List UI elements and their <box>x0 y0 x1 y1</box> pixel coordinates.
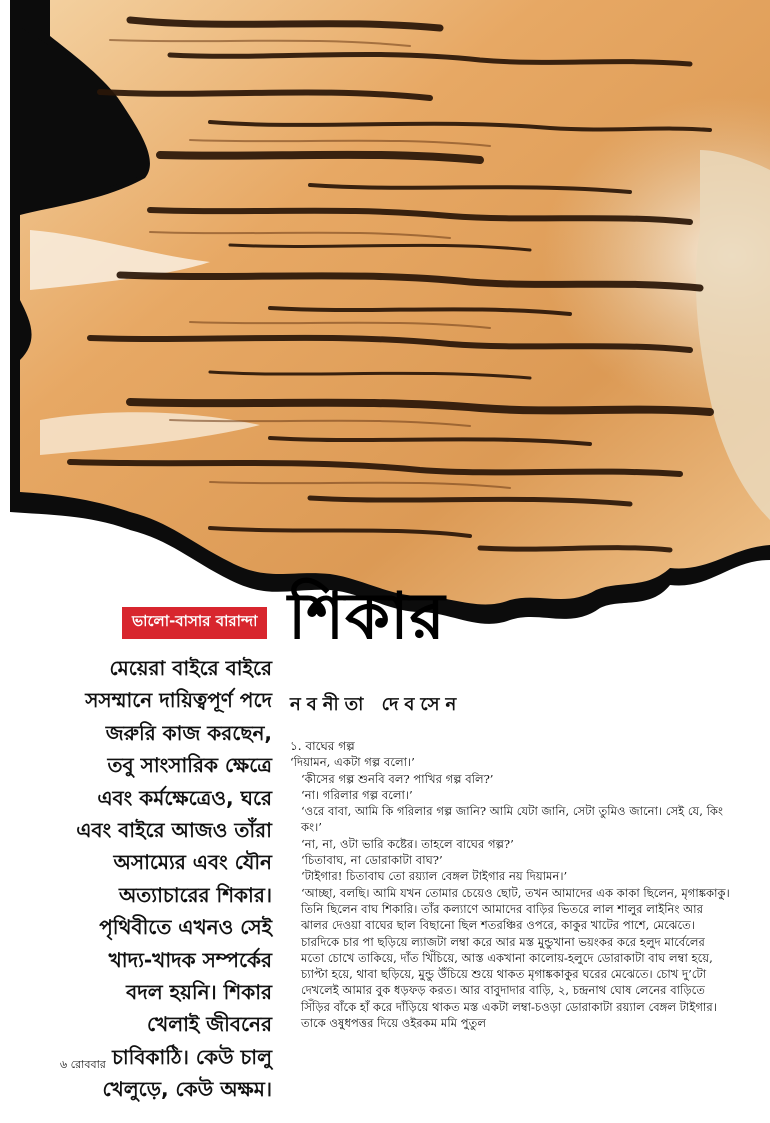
pull-quote-line: অসাম্যের এবং যৌন <box>113 850 272 875</box>
pull-quote-line: খেলাই জীবনের <box>146 1012 272 1037</box>
pull-quote-line: মেয়েরা বাইরে বাইরে <box>109 656 272 680</box>
paragraph: ‘ওরে বাবা, আমি কি গরিলার গল্প জানি? আমি যেটা জানি, সেটা তুমিও জানো। সেই যে, কিং কং।’ <box>301 804 724 835</box>
pull-quote-line: সসম্মানে দায়িত্বপূর্ণ পদে <box>85 688 272 713</box>
page-folio: ৬ রোববার <box>60 1058 106 1071</box>
article-title: শিকার <box>288 580 446 654</box>
author-byline: নবনীতা দেবসেন <box>290 694 463 715</box>
article-body <box>290 738 730 1031</box>
paragraph: ‘আচ্ছা, বলছি। আমি যখন তোমার চেয়েও ছোট, তখন আমাদের এক কাকা ছিলেন, মৃগাঙ্ককাকু। তিনি ছিলেন বাঘ শিকারি। তাঁর কল্যাণে আমাদের বাড়ির ভিতরে লাল শালুর লাইনিং আর ঝালর দেওয়া বাঘের ছাল বিছানো ছিল শতরঞ্চির ওপরে, কাকুর খাটের পাশে, মেঝেতে। চারদিকে চার পা ছড়িয়ে ল্যাজটা লম্বা করে আর মস্ত মুন্ডুখানা ভয়ংকর করে হলুদ মার্বেলের মতো চোখে তাকিয়ে, দাঁত খিঁচিয়ে, আস্ত একখানা কালোয়-হলুদে ডোরাকাটা বাঘ লম্বা হয়ে, চ্যাপ্টা হয়ে, থাবা ছড়িয়ে, মুন্ডু উঁচিয়ে শুয়ে থাকত মৃগাঙ্ককাকুর ঘরের মেঝেতে। চোখ দু’টো দেখলেই আমার বুক ধড়ফড় করত। আর বাবুদাদার বাড়ি, ২, চন্দ্রনাথ ঘোষ লেনের বাড়িতে সিঁড়ির বাঁকে হাঁ করে দাঁড়িয়ে থাকত মস্ত একটা লম্বা-চওড়া ডোরাকাটা রয়্যাল বেঙ্গল টাইগার। তাকে ওষুধপত্তর দিয়ে ওইরকম মমি পুতুল <box>301 885 730 1031</box>
paragraph: ‘চিতাবাঘ, না ডোরাকাটা বাঘ?’ <box>301 853 443 868</box>
pull-quote-line: বদল হয়নি। শিকার <box>126 980 272 1005</box>
paragraph: ‘টাইগার! চিতাবাঘ তো রয়্যাল বেঙ্গল টাইগার নয় দিয়ামন।’ <box>301 869 568 884</box>
pull-quote-line: এবং কর্মক্ষেত্রেও, ঘরে <box>97 785 272 810</box>
pull-quote-line: তবু সাংসারিক ক্ষেত্রে <box>107 753 272 778</box>
pull-quote-line: খাদ্য-খাদক সম্পর্কের <box>108 947 272 972</box>
pull-quote-line: জরুরি কাজ করছেন, <box>105 720 272 745</box>
tiger-skin-rug-image <box>10 0 770 640</box>
pull-quote <box>60 652 272 1106</box>
paragraph: ‘না, না, ওটা ভারি কষ্টের। তাহলে বাঘের গল্প?’ <box>301 836 514 851</box>
pull-quote-line: এবং বাইরে আজও তাঁরা <box>76 818 272 843</box>
pull-quote-line: অত্যাচারের শিকার। <box>118 882 272 907</box>
paragraph: ‘না। গরিলার গল্প বলো।’ <box>301 787 413 802</box>
paragraph: ‘কীসের গল্প শুনবি বল? পাখির গল্প বলি?’ <box>301 771 494 786</box>
pull-quote-line: চাবিকাঠি। কেউ চালু <box>112 1044 272 1069</box>
paragraph: ‘দিয়ামন, একটা গল্প বলো।’ <box>290 755 415 770</box>
pull-quote-line: পৃথিবীতে এখনও সেই <box>99 915 272 940</box>
section-heading: ১. বাঘের গল্প <box>290 739 355 753</box>
hero-photo <box>10 0 770 640</box>
column-tag: ভালো-বাসার বারান্দা <box>122 607 267 639</box>
pull-quote-line: খেলুড়ে, কেউ অক্ষম। <box>102 1077 272 1102</box>
